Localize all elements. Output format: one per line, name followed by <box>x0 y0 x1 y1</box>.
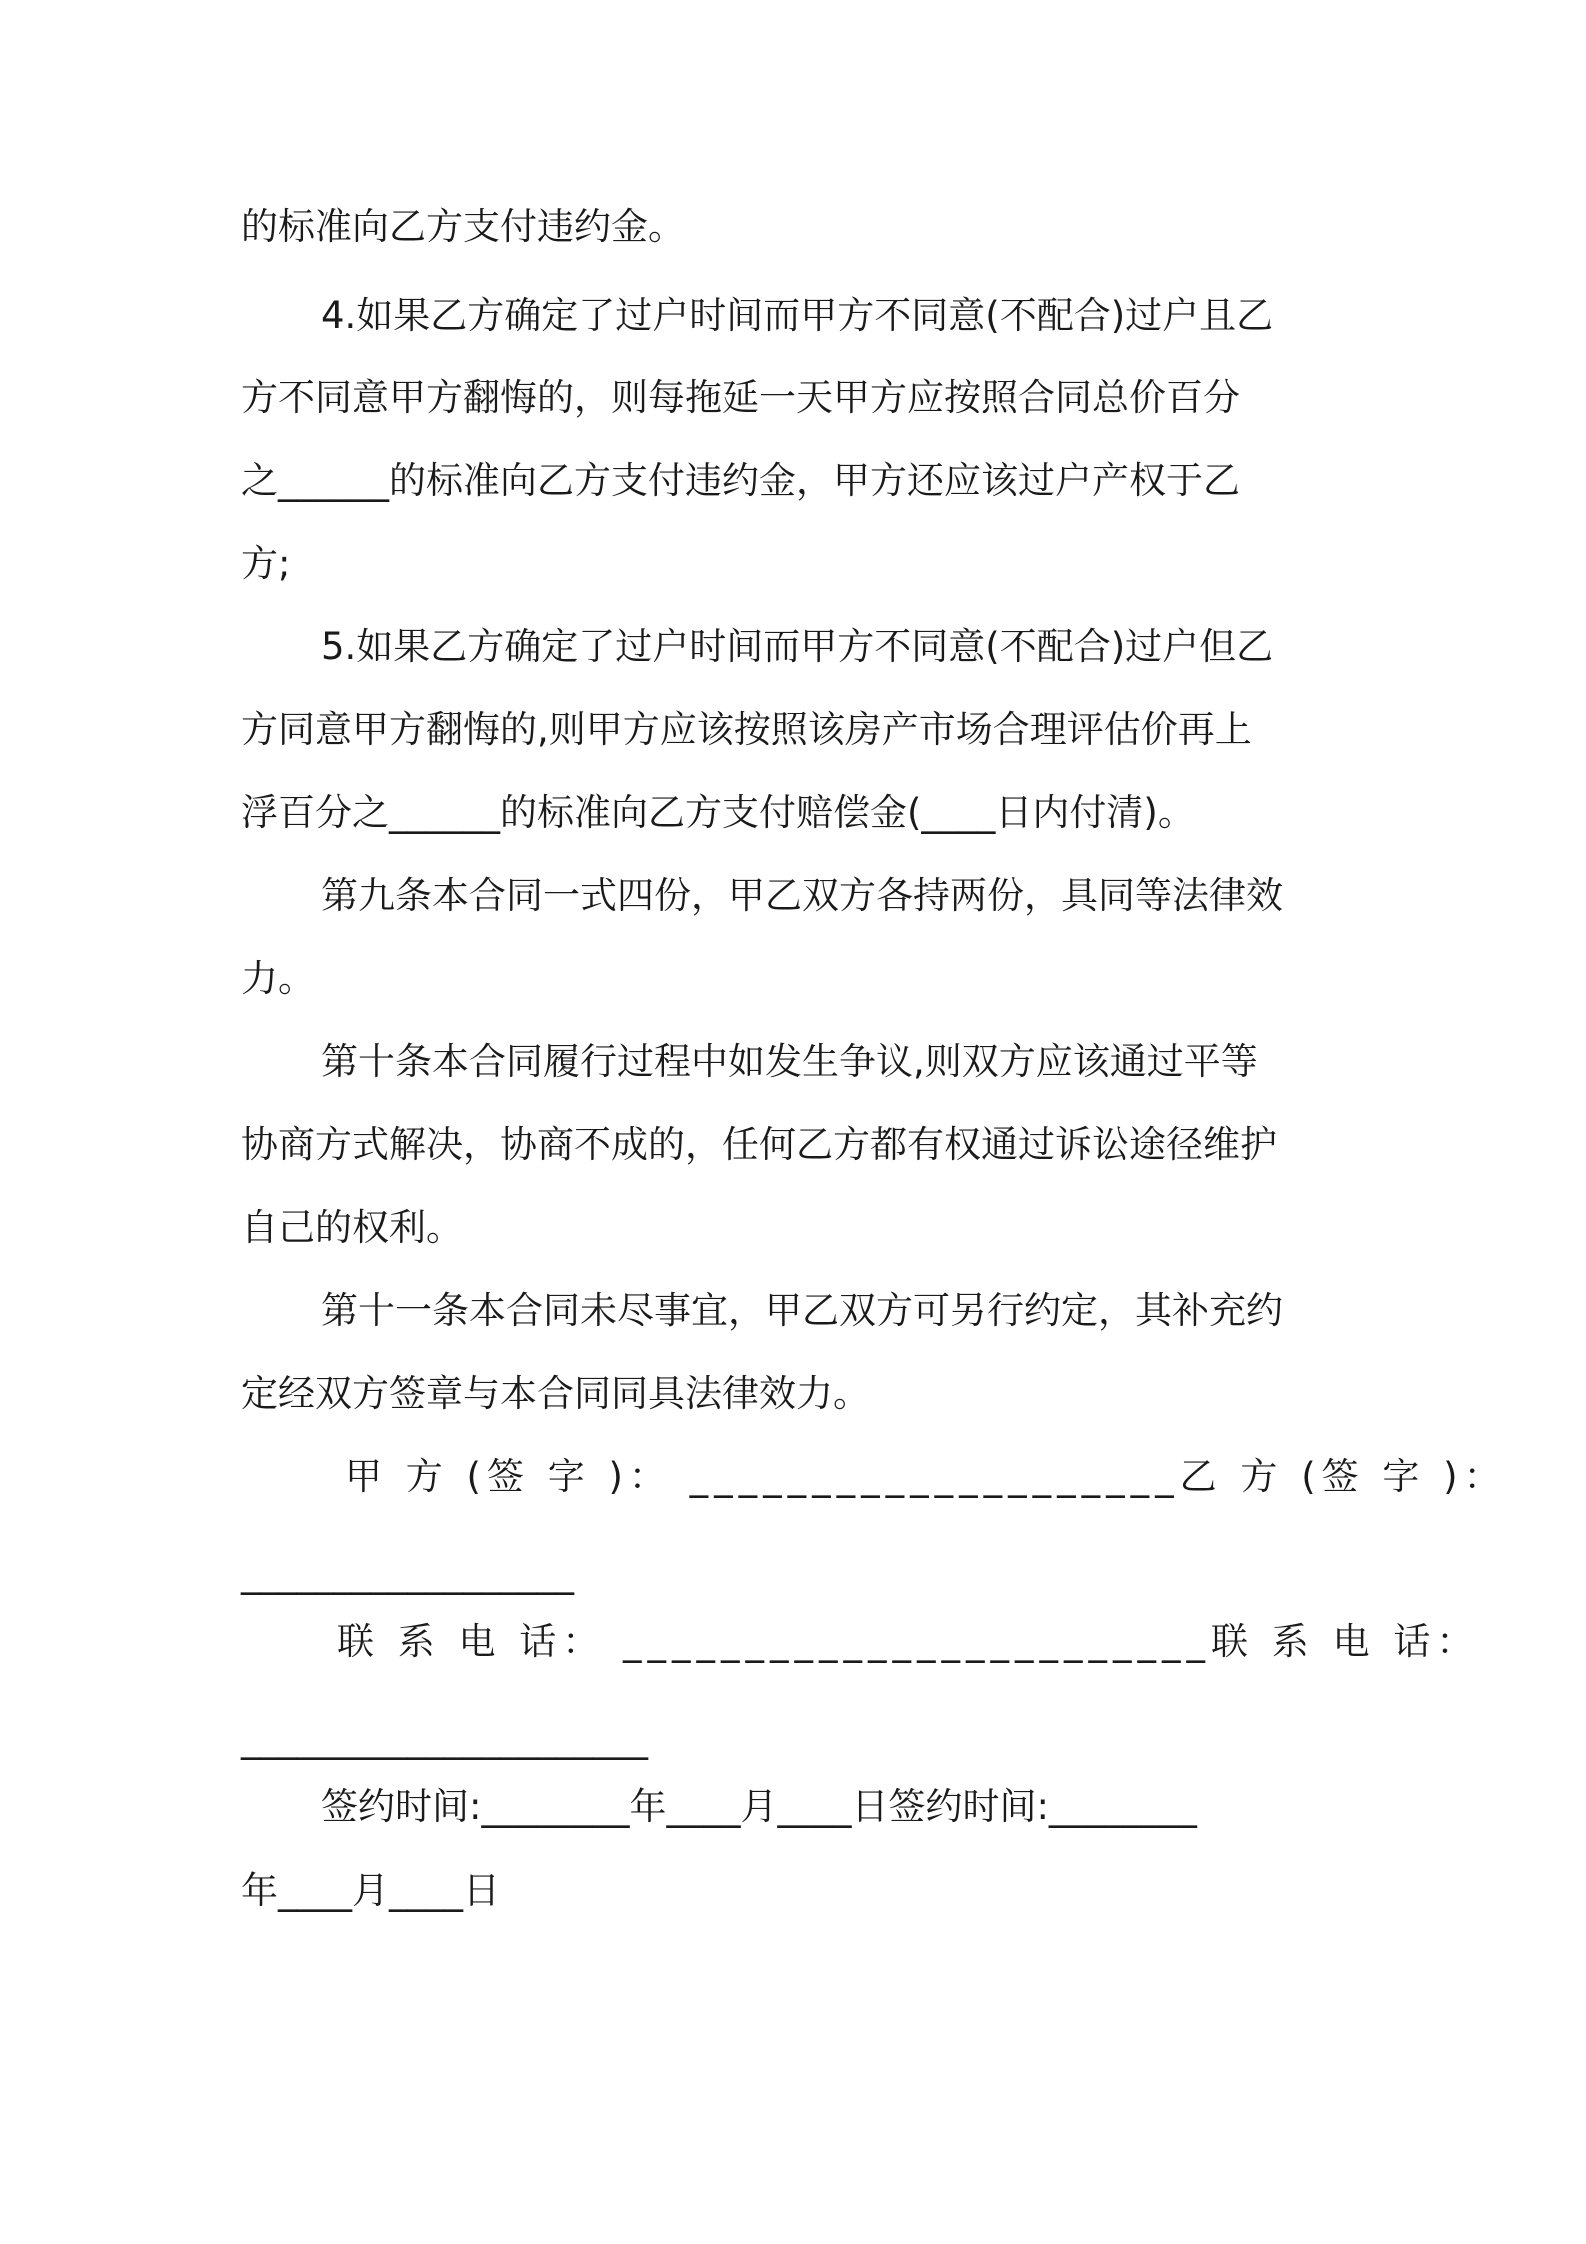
text-line: 第九条本合同一式四份，甲乙双方各持两份，具同等法律效 <box>321 874 1283 917</box>
signing-date-line: 签约时间:________年____月____日签约时间:________ <box>321 1785 1197 1828</box>
party-a-signature-line: 甲 方 (签 字 )： ____________________乙 方 (签 字 )： <box>345 1455 1507 1498</box>
text-line: 第十一条本合同未尽事宜，甲乙双方可另行约定，其补充约 <box>321 1289 1283 1332</box>
text-line: 4.如果乙方确定了过户时间而甲方不同意(不配合)过户且乙 <box>321 294 1274 337</box>
text-line: 浮百分之______的标准向乙方支付赔偿金(____日内付清)。 <box>241 791 1195 834</box>
text-line: 方不同意甲方翻悔的，则每拖延一天甲方应按照合同总价百分 <box>241 376 1240 419</box>
text-line: 之______的标准向乙方支付违约金，甲方还应该过户产权于乙 <box>241 459 1240 502</box>
text-line: 的标准向乙方支付违约金。 <box>241 205 685 248</box>
signing-date-continued: 年____月____日 <box>241 1869 500 1912</box>
phone-line: 联 系 电 话： ________________________联 系 电 话： <box>337 1620 1480 1663</box>
text-line: 定经双方签章与本合同同具法律效力。 <box>241 1372 870 1415</box>
text-line: 5.如果乙方确定了过户时间而甲方不同意(不配合)过户但乙 <box>321 625 1274 668</box>
text-line: 力。 <box>241 957 315 1000</box>
text-line: 协商方式解决，协商不成的，任何乙方都有权通过诉讼途径维护 <box>241 1123 1277 1166</box>
phone-blank: ______________________ <box>241 1717 648 1760</box>
text-line: 第十条本合同履行过程中如发生争议,则双方应该通过平等 <box>321 1040 1258 1083</box>
signature-blank: __________________ <box>241 1552 574 1595</box>
text-line: 方同意甲方翻悔的,则甲方应该按照该房产市场合理评估价再上 <box>241 708 1252 751</box>
text-line: 自己的权利。 <box>241 1206 463 1249</box>
text-line: 方; <box>241 542 291 585</box>
